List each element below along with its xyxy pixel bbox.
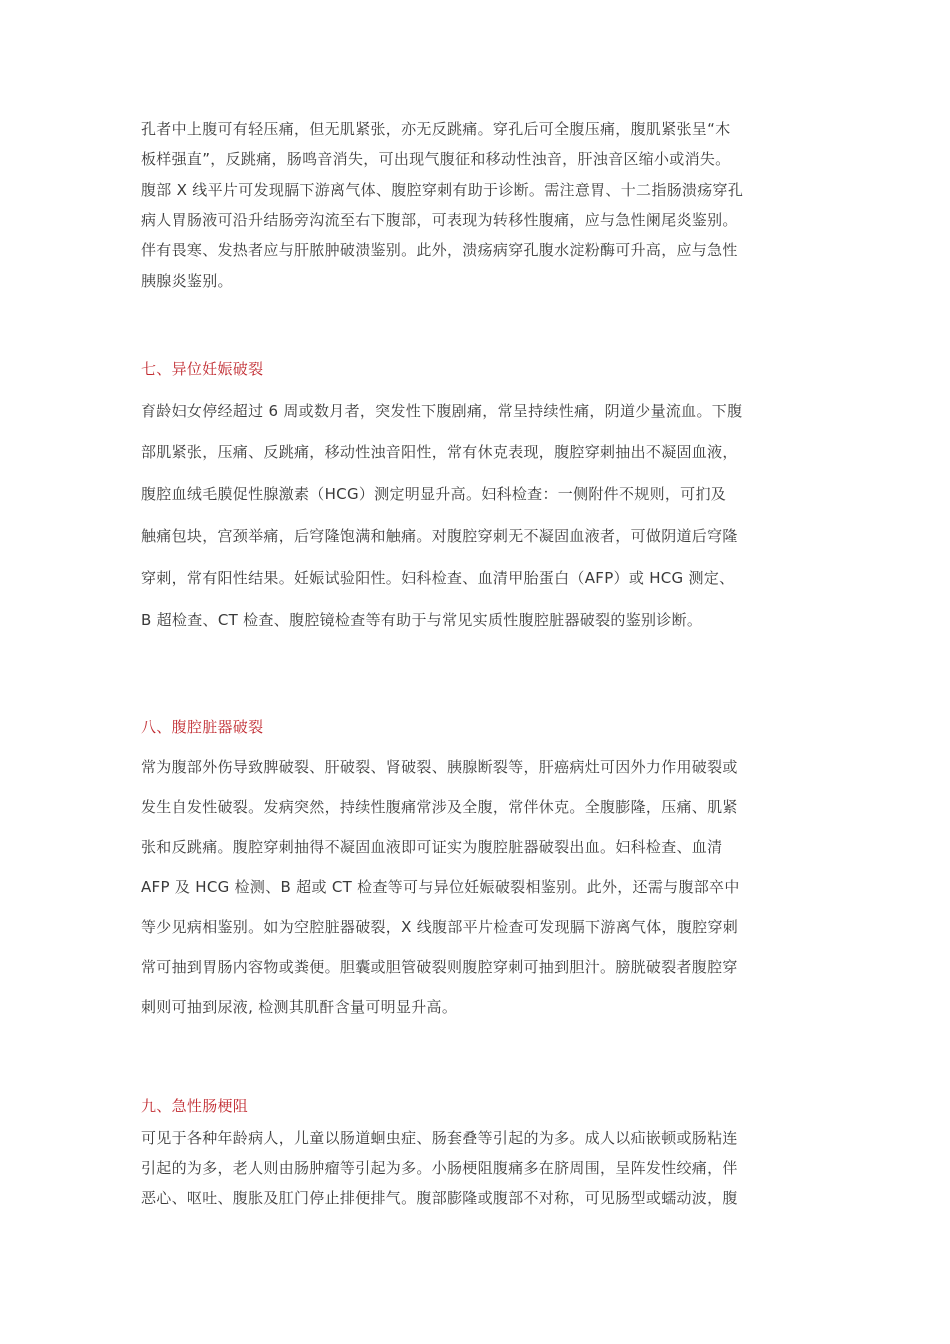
intro-line: 孔者中上腹可有轻压痛，但无肌紧张，亦无反跳痛。穿孔后可全腹压痛，腹肌紧张呈“木 bbox=[141, 120, 731, 138]
section7-line: 触痛包块，宫颈举痛，后穹隆饱满和触痛。对腹腔穿刺无不凝固血液者，可做阴道后穹隆 bbox=[141, 527, 738, 545]
section8-line: AFP 及 HCG 检测、B 超或 CT 检查等可与异位妊娠破裂相鉴别。此外，还需与腹部卒中 bbox=[141, 878, 740, 896]
section7-line: B 超检查、CT 检查、腹腔镜检查等有助于与常见实质性腹腔脏器破裂的鉴别诊断。 bbox=[141, 611, 703, 629]
section9-line: 可见于各种年龄病人，儿童以肠道蛔虫症、肠套叠等引起的为多。成人以疝嵌顿或肠粘连 bbox=[141, 1129, 738, 1147]
section7-line: 腹腔血绒毛膜促性腺激素（HCG）测定明显升高。妇科检查：一侧附件不规则，可扪及 bbox=[141, 485, 727, 503]
intro-line: 板样强直”，反跳痛，肠鸣音消失，可出现气腹征和移动性浊音，肝浊音区缩小或消失。 bbox=[141, 150, 731, 168]
section-heading-ectopic-pregnancy: 七、异位妊娠破裂 bbox=[141, 360, 264, 378]
section8-line: 常可抽到胃肠内容物或粪便。胆囊或胆管破裂则腹腔穿刺可抽到胆汁。膀胱破裂者腹腔穿 bbox=[141, 958, 738, 976]
section9-line: 引起的为多，老人则由肠肿瘤等引起为多。小肠梗阻腹痛多在脐周围，呈阵发性绞痛，伴 bbox=[141, 1159, 738, 1177]
section9-line: 恶心、呕吐、腹胀及肛门停止排便排气。腹部膨隆或腹部不对称，可见肠型或蠕动波，腹 bbox=[141, 1189, 738, 1207]
section8-line: 常为腹部外伤导致脾破裂、肝破裂、肾破裂、胰腺断裂等，肝癌病灶可因外力作用破裂或 bbox=[141, 758, 738, 776]
intro-line: 腹部 X 线平片可发现膈下游离气体、腹腔穿刺有助于诊断。需注意胃、十二指肠溃疡穿孔 bbox=[141, 181, 744, 199]
section8-line: 等少见病相鉴别。如为空腔脏器破裂，X 线腹部平片检查可发现膈下游离气体，腹腔穿刺 bbox=[141, 918, 739, 936]
intro-line: 胰腺炎鉴别。 bbox=[141, 272, 233, 290]
intro-line: 病人胃肠液可沿升结肠旁沟流至右下腹部，可表现为转移性腹痛，应与急性阑尾炎鉴别。 bbox=[141, 211, 738, 229]
section7-line: 部肌紧张，压痛、反跳痛，移动性浊音阳性，常有休克表现，腹腔穿刺抽出不凝固血液， bbox=[141, 443, 738, 461]
section7-line: 穿刺，常有阳性结果。妊娠试验阳性。妇科检查、血清甲胎蛋白（AFP）或 HCG 测定、 bbox=[141, 569, 735, 587]
intro-line: 伴有畏寒、发热者应与肝脓肿破溃鉴别。此外，溃疡病穿孔腹水淀粉酶可升高，应与急性 bbox=[141, 241, 738, 259]
section8-line: 发生自发性破裂。发病突然，持续性腹痛常涉及全腹，常伴休克。全腹膨隆，压痛、肌紧 bbox=[141, 798, 738, 816]
section-heading-intestinal-obstruction: 九、急性肠梗阻 bbox=[141, 1097, 249, 1115]
section7-line: 育龄妇女停经超过 6 周或数月者，突发性下腹剧痛，常呈持续性痛，阴道少量流血。下腹 bbox=[141, 402, 743, 420]
section8-line: 张和反跳痛。腹腔穿刺抽得不凝固血液即可证实为腹腔脏器破裂出血。妇科检查、血清 bbox=[141, 838, 723, 856]
section-heading-organ-rupture: 八、腹腔脏器破裂 bbox=[141, 718, 264, 736]
section8-line: 刺则可抽到尿液, 检测其肌酐含量可明显升高。 bbox=[141, 998, 458, 1016]
